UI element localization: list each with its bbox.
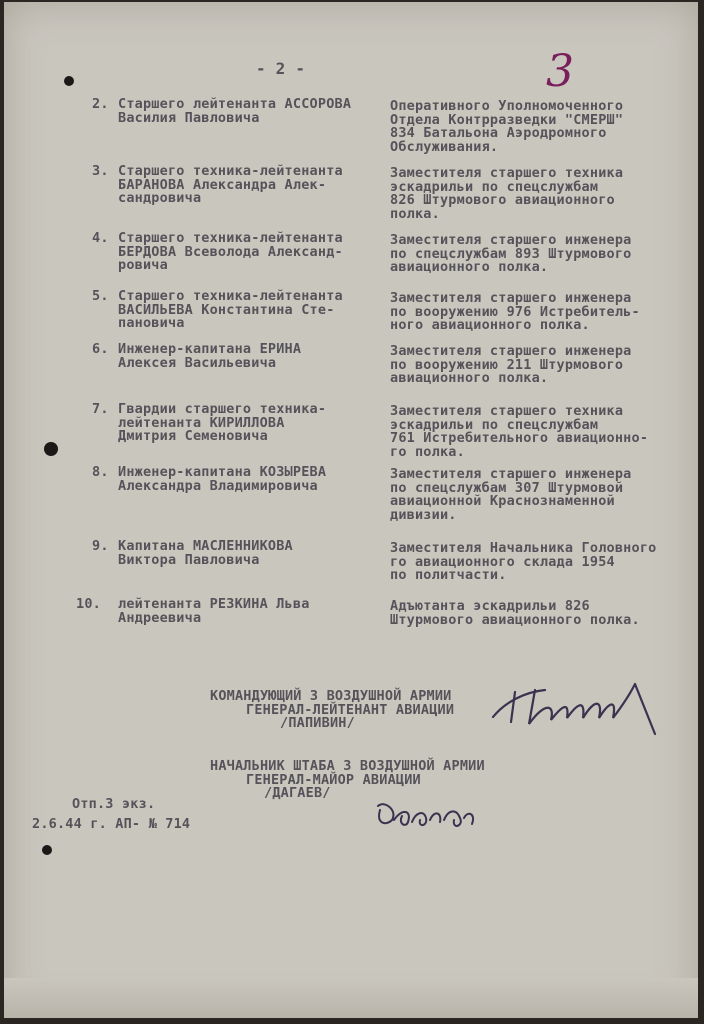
- punch-hole: [44, 442, 58, 456]
- punch-hole: [42, 845, 52, 855]
- entry-name: [118, 343, 301, 370]
- entry-name-line: Гвардии старшего техника-: [118, 401, 327, 417]
- commander-name: /ПАПИВИН/: [280, 715, 355, 731]
- entry-name: [118, 466, 326, 493]
- punch-hole: [64, 76, 74, 86]
- entry-position: [390, 600, 640, 627]
- entry-name-line: ВАСИЛЬЕВА Константина Сте-: [118, 301, 335, 318]
- entry-name-line: Инженер-капитана ЕРИНА: [118, 341, 302, 357]
- entry-name-line: Андреевича: [118, 609, 202, 626]
- entry-position-line: 834 Батальона Аэродромного: [390, 125, 607, 141]
- entry-name-line: БАРАНОВА Александра Алек-: [118, 176, 327, 193]
- entry-position-line: Заместителя Начальника Головного: [390, 540, 657, 556]
- entry-name-line: лейтенанта КИРИЛЛОВА: [118, 414, 285, 431]
- entry-position-line: по вооружению 211 Штурмового: [390, 356, 624, 373]
- entry-position: [390, 405, 648, 459]
- entry-position-line: Заместителя старшего техника: [390, 403, 624, 419]
- entry-name-line: Инженер-капитана КОЗЫРЕВА: [118, 464, 327, 480]
- entry-name-line: БЕРДОВА Всеволода Александ-: [118, 243, 343, 260]
- entry-position-line: авиационной Краснознаменной: [390, 493, 615, 509]
- entry-name: [118, 290, 343, 331]
- entry-position: [390, 167, 623, 221]
- commander-title: [210, 690, 454, 731]
- entry-position-line: Заместителя старшего инженера: [390, 343, 632, 359]
- entry-name-line: пановича: [118, 315, 185, 331]
- entry-position-line: по спецслужбам 307 Штурмовой: [390, 479, 624, 496]
- entry-position-line: Заместителя старшего инженера: [390, 232, 632, 248]
- entry-position-line: 826 Штурмового авиационного: [390, 192, 615, 208]
- chief-signature: [372, 790, 482, 840]
- entry-number: 7.: [92, 401, 109, 417]
- entry-position: [390, 345, 632, 386]
- entry-name-line: лейтенанта РЕЗКИНА Льва: [118, 596, 310, 612]
- chief-rank: ГЕНЕРАЛ-МАЙОР АВИАЦИИ: [246, 771, 421, 788]
- footer-copies: Отп.3 экз.: [72, 796, 156, 812]
- page-number: - 2 -: [256, 59, 306, 78]
- entry-position-line: ного авиационного полка.: [390, 317, 590, 333]
- entry-name: [118, 165, 343, 206]
- entry-position: [390, 234, 632, 275]
- entry-name-line: Александра Владимировича: [118, 477, 318, 494]
- entry-number: 5.: [92, 288, 109, 304]
- entry-position-line: Адъютанта эскадрильи 826: [390, 598, 590, 614]
- entry-position-line: Обслуживания.: [390, 138, 499, 155]
- entry-position: [390, 542, 657, 583]
- entry-position-line: эскадрильи по спецслужбам: [390, 178, 599, 195]
- entry-number: 4.: [92, 230, 109, 246]
- entry-name: [118, 232, 343, 273]
- entry-position-line: Штурмового авиационного полка.: [390, 611, 640, 628]
- commander-line: КОМАНДУЮЩИЙ 3 ВОЗДУШНОЙ АРМИИ: [210, 688, 452, 704]
- entry-name: [118, 403, 326, 444]
- entry-number: 10.: [76, 596, 101, 612]
- commander-rank: ГЕНЕРАЛ-ЛЕЙТЕНАНТ АВИАЦИИ: [246, 701, 455, 718]
- entry-position-line: го полка.: [390, 443, 465, 460]
- entry-number: 3.: [92, 163, 109, 179]
- footer-note: [32, 796, 191, 832]
- entry-name-line: Василия Павловича: [118, 109, 260, 126]
- entry-position: [390, 292, 640, 333]
- entry-position-line: авиационного полка.: [390, 370, 549, 386]
- entry-position-line: Заместителя старшего техника: [390, 165, 624, 181]
- entry-name: [118, 98, 351, 125]
- chief-line: НАЧАЛЬНИК ШТАБА 3 ВОЗДУШНОЙ АРМИИ: [210, 758, 485, 774]
- entry-position: [390, 468, 632, 522]
- entry-name: [118, 540, 293, 567]
- entry-number: 8.: [92, 464, 109, 480]
- entry-position-line: Оперативного Уполномоченного: [390, 98, 624, 114]
- entry-position: [390, 100, 623, 154]
- entry-position-line: Заместителя старшего инженера: [390, 290, 632, 306]
- entry-position-line: авиационного полка.: [390, 259, 549, 275]
- entry-position-line: эскадрильи по спецслужбам: [390, 416, 599, 433]
- entry-name-line: Старшего техника-лейтенанта: [118, 230, 343, 246]
- entry-position-line: по вооружению 976 Истребитель-: [390, 303, 640, 320]
- entry-position-line: дивизии.: [390, 506, 457, 523]
- entry-name-line: Дмитрия Семеновича: [118, 428, 268, 444]
- chief-name: /ДАГАЕВ/: [264, 785, 331, 801]
- entry-position-line: го авиационного склада 1954: [390, 553, 615, 570]
- entry-number: 9.: [92, 538, 109, 554]
- entry-position-line: по спецслужбам 893 Штурмового: [390, 245, 632, 262]
- entry-name-line: Капитана МАСЛЕННИКОВА: [118, 538, 293, 554]
- entry-name-line: сандровича: [118, 190, 202, 206]
- entry-position-line: 761 Истребительного авиационно-: [390, 430, 649, 446]
- paper-edge: [4, 978, 698, 1018]
- entry-position-line: по политчасти.: [390, 567, 507, 583]
- entry-name-line: Старшего техника-лейтенанта: [118, 288, 343, 304]
- entry-name: [118, 598, 310, 625]
- entry-name-line: ровича: [118, 257, 168, 273]
- handwritten-page-number: 3: [546, 46, 574, 97]
- entry-number: 6.: [92, 341, 109, 357]
- entry-position-line: полка.: [390, 205, 440, 222]
- entry-number: 2.: [92, 96, 109, 112]
- entry-name-line: Старшего техника-лейтенанта: [118, 163, 343, 179]
- entry-position-line: Заместителя старшего инженера: [390, 466, 632, 482]
- entry-name-line: Алексея Васильевича: [118, 354, 277, 371]
- entry-name-line: Старшего лейтенанта АССОРОВА: [118, 96, 352, 112]
- entry-name-line: Виктора Павловича: [118, 551, 260, 568]
- commander-signature: [485, 662, 665, 742]
- footer-ref: 2.6.44 г. АП- № 714: [32, 815, 191, 832]
- entry-position-line: Отдела Контрразведки "СМЕРШ": [390, 111, 624, 128]
